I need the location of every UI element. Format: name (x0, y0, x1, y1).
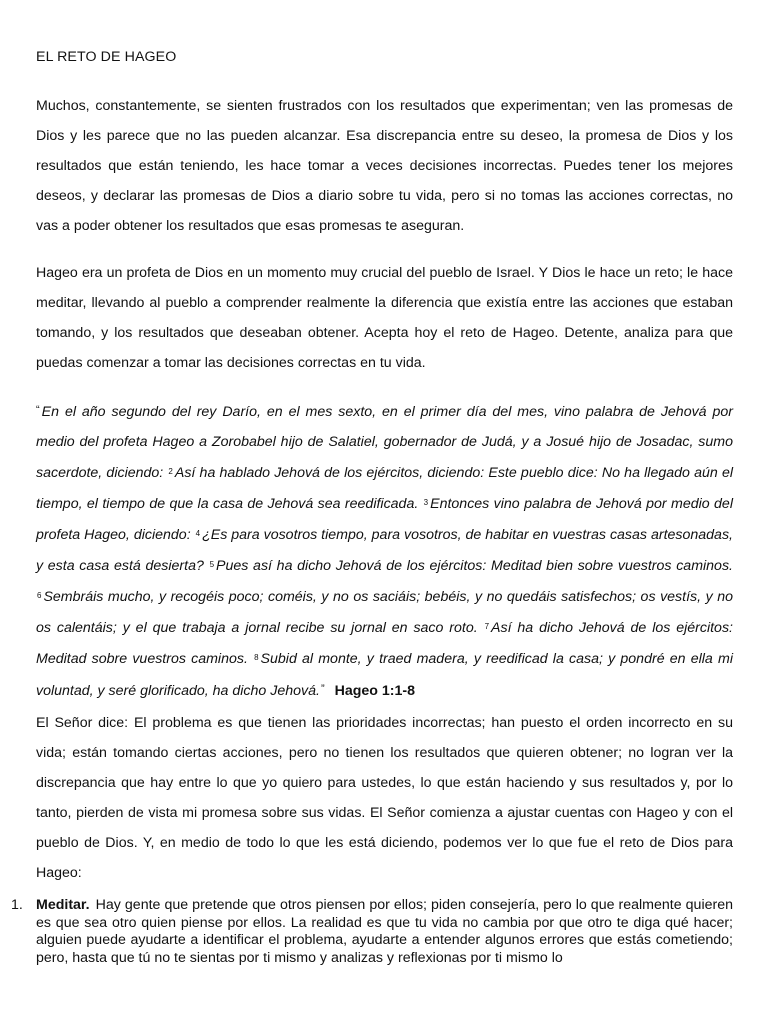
verse-text: Subid al monte, y traed madera, y reedificad la casa; y pondré en ella mi voluntad, y seré glorificado, ha dicho Jehová. (36, 651, 733, 699)
verse-text: ¿Es para vosotros tiempo, para vosotros, de habitar en vuestras casas artesonadas, y esta casa está desierta? (36, 527, 733, 574)
scripture-quote (36, 395, 733, 706)
verse-number: 8 (254, 653, 259, 662)
verse-number: 2 (168, 467, 173, 476)
document-title: EL RETO DE HAGEO (36, 49, 177, 65)
quote-close-mark: ” (320, 683, 325, 695)
verse-number: 5 (209, 560, 215, 569)
verse-number: 3 (423, 498, 429, 507)
list-item-text: Hay gente que pretende que otros piensen por ellos; piden consejería, pero lo que realmente quieren es que sea otro quien piense por ellos. La realidad es que tu vida no cambia por que otro te diga qué hacer; alguien puede ayudarte a identificar el problema, ayudarte a entender algunos errores que estás cometiendo; pero, hasta que tú no te sientas por ti mismo y analizas y reflexionas por ti mismo lo (36, 897, 733, 966)
intro-paragraph: Muchos, constantemente, se sienten frustrados con los resultados que experimentan; ven las promesas de Dios y les parece que no las pueden alcanzar. Esa discrepancia entre su deseo, la promesa de Dios y los resultados que están teniendo, les hace tomar a veces decisiones incorrectas. Puedes tener los mejores deseos, y declarar las promesas de Dios a diario sobre tu vida, pero si no tomas las acciones correctas, no vas a poder obtener los resultados que esas promesas te aseguran. (36, 98, 733, 234)
verse-text: Así ha hablado Jehová de los ejércitos, diciendo: Este pueblo dice: No ha llegado aún el tiempo, el tiempo de que la casa de Jehová sea reedificada. (36, 465, 733, 512)
verse-text: Así ha dicho Jehová de los ejércitos: Meditad sobre vuestros caminos. (36, 620, 733, 667)
numbered-list (11, 897, 733, 967)
verse-text: Entonces vino palabra de Jehová por medio del profeta Hageo, diciendo: (36, 496, 733, 543)
verse-text: Pues así ha dicho Jehová de los ejércitos: Meditad bien sobre vuestros caminos. (216, 558, 733, 574)
scripture-reference: Hageo 1:1-8 (334, 683, 416, 699)
list-item (11, 897, 733, 967)
verse-text: Sembráis mucho, y recogéis poco; coméis, y no os saciáis; bebéis, y no quedáis satisfechos; os vestís, y no os calentáis; y el que trabaja a jornal recibe su jornal en saco roto. (36, 589, 733, 636)
verse-number: 4 (195, 529, 201, 538)
hageo-paragraph: Hageo era un profeta de Dios en un momento muy crucial del pueblo de Israel. Y Dios le hace un reto; le hace meditar, llevando al pueblo a comprender realmente la diferencia que existía entre las acciones que estaban tomando, y los resultados que deseaban obtener. Acepta hoy el reto de Hageo. Detente, analiza para que puedas comenzar a tomar las decisiones correctas en tu vida. (36, 265, 733, 371)
verse-number: 7 (484, 622, 490, 631)
verse-number: 6 (37, 591, 42, 600)
verse-text: En el año segundo del rey Darío, en el mes sexto, en el primer día del mes, vino palabra de Jehová por medio del profeta Hageo a Zorobabel hijo de Salatiel, gobernador de Judá, y a Josué hijo de Josadac, sumo sacerdote, diciendo: (36, 404, 733, 481)
quote-open-mark: “ (36, 404, 40, 416)
lord-says-paragraph: El Señor dice: El problema es que tienen las prioridades incorrectas; han puesto el orden incorrecto en su vida; están tomando ciertas acciones, pero no tienen los resultados que quieren obtener; no logran ver la discrepancia que hay entre lo que yo quiero para ustedes, lo que están haciendo y sus resultados y, por lo tanto, pierden de vista mi promesa sobre sus vidas. El Señor comienza a ajustar cuentas con Hageo y con el pueblo de Dios. Y, en medio de todo lo que les está diciendo, podemos ver lo que fue el reto de Dios para Hageo: (36, 715, 733, 881)
list-item-heading: Meditar. (36, 897, 90, 913)
list-item-number: 1. (11, 897, 23, 913)
